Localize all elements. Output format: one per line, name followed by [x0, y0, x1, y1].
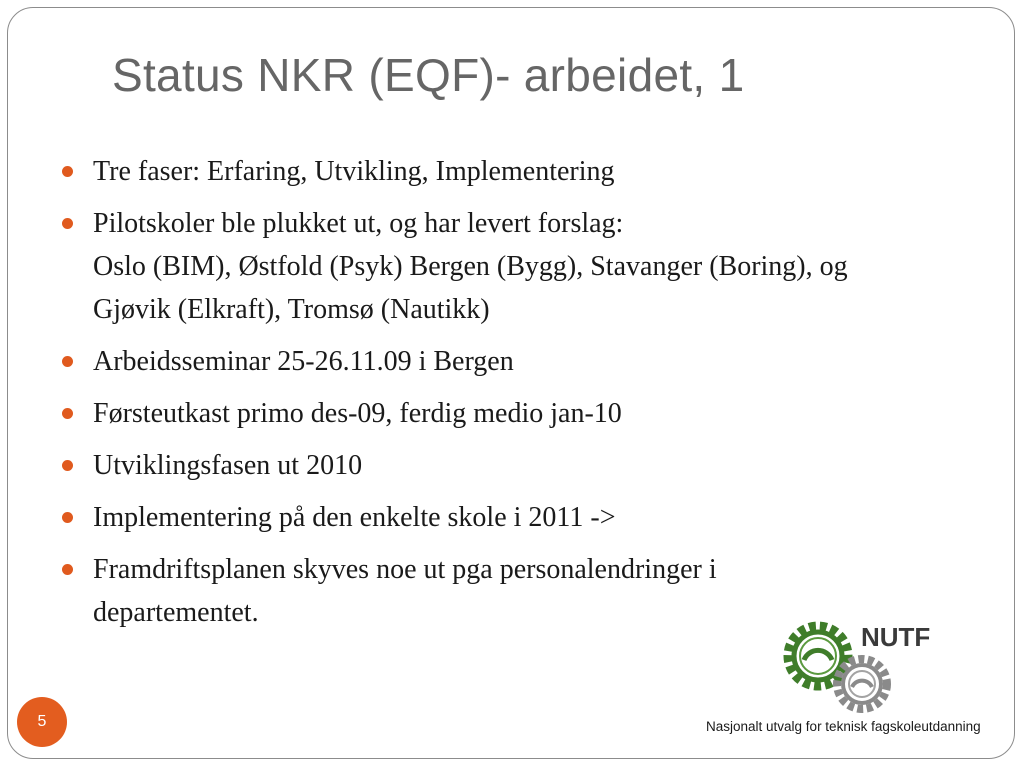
- bullet-item: [62, 444, 992, 487]
- page-number-badge: 5: [17, 697, 67, 747]
- bullet-line: departementet.: [93, 597, 259, 628]
- bullet-line: Tre faser: Erfaring, Utvikling, Implementering: [93, 156, 615, 187]
- bullet-line: Utviklingsfasen ut 2010: [93, 450, 363, 481]
- bullet-item: [62, 340, 992, 383]
- slide-title: Status NKR (EQF)- arbeidet, 1: [112, 49, 745, 101]
- bullet-dot-icon: [62, 408, 73, 419]
- bullet-line: Arbeidsseminar 25-26.11.09 i Bergen: [93, 346, 514, 377]
- bullet-dot-icon: [62, 356, 73, 367]
- bullet-line: Gjøvik (Elkraft), Tromsø (Nautikk): [93, 294, 490, 325]
- bullet-dot-icon: [62, 218, 73, 229]
- nutf-logo: [770, 618, 970, 718]
- bullet-line: Implementering på den enkelte skole i 2011 ->: [93, 502, 616, 533]
- bullet-list: [62, 150, 992, 643]
- logo-caption: Nasjonalt utvalg for teknisk fagskoleutdanning: [706, 719, 981, 734]
- bullet-line: Framdriftsplanen skyves noe ut pga personalendringer i: [93, 554, 717, 585]
- bullet-dot-icon: [62, 166, 73, 177]
- bullet-item: [62, 202, 992, 331]
- bullet-line: Pilotskoler ble plukket ut, og har levert forslag:: [93, 208, 624, 239]
- bullet-line: Førsteutkast primo des-09, ferdig medio jan-10: [93, 398, 622, 429]
- bullet-item: [62, 392, 992, 435]
- logo-name: NUTF: [861, 622, 931, 652]
- bullet-dot-icon: [62, 460, 73, 471]
- bullet-dot-icon: [62, 564, 73, 575]
- bullet-item: [62, 150, 992, 193]
- bullet-item: [62, 496, 992, 539]
- bullet-line: Oslo (BIM), Østfold (Psyk) Bergen (Bygg), Stavanger (Boring), og: [93, 251, 848, 282]
- bullet-dot-icon: [62, 512, 73, 523]
